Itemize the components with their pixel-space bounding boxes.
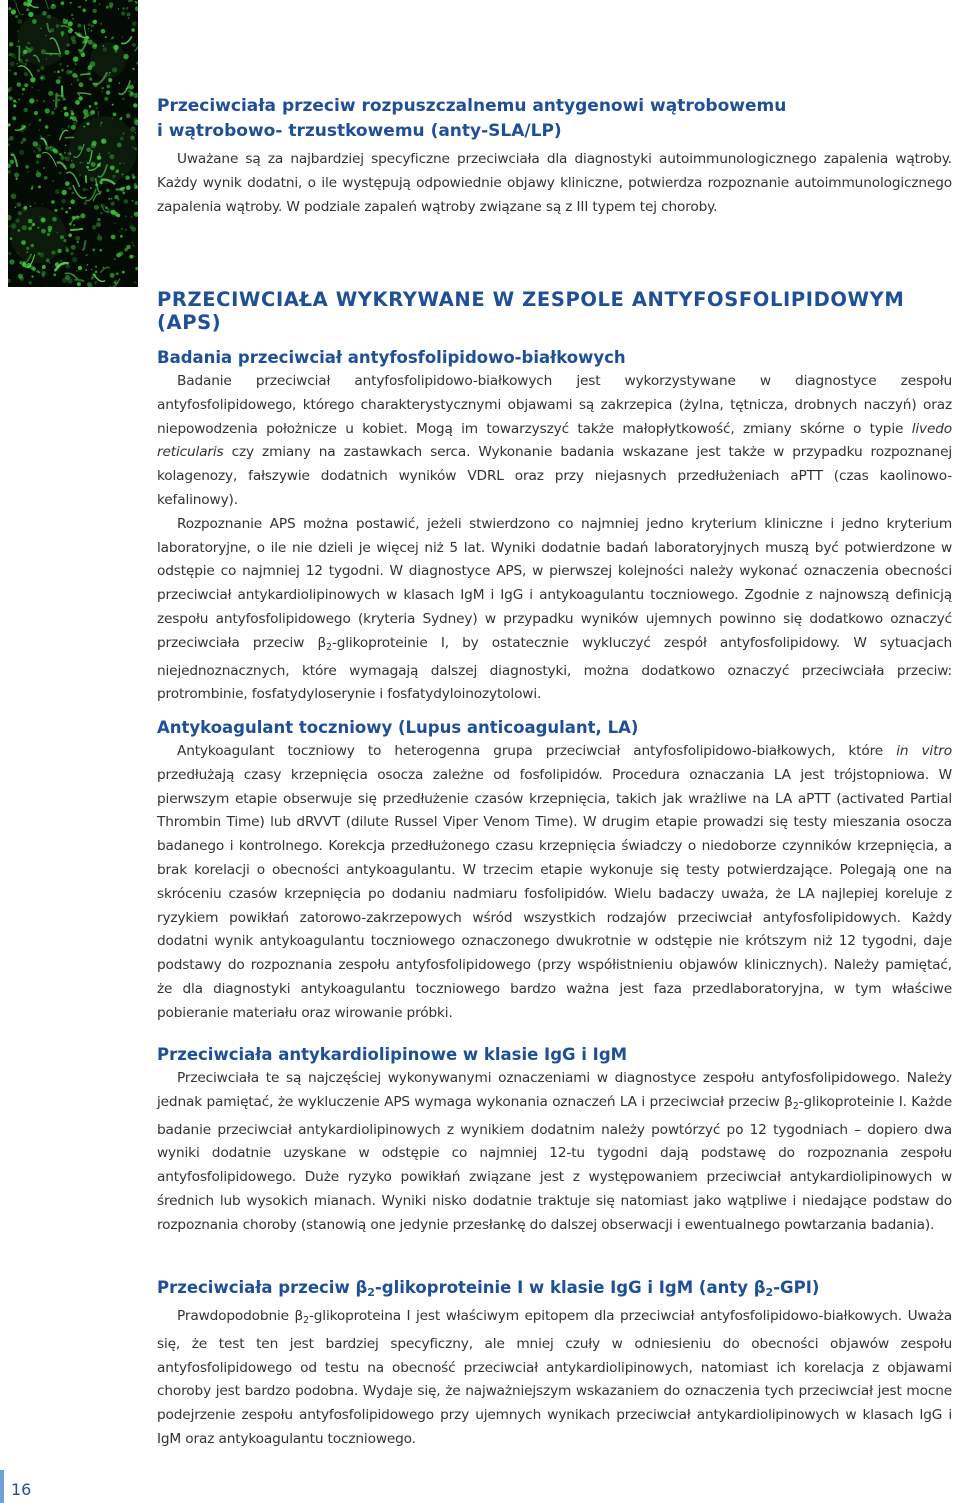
subsection-heading (157, 1276, 952, 1305)
heading-run: Przeciwciała przeciw β (157, 1278, 368, 1297)
heading-line-1: Przeciwciała przeciw rozpuszczalnemu antygenowi wątrobowemu (157, 96, 787, 116)
text-run: przedłużają czasy krzepnięcia osocza zależne od fosfolipidów. Procedura oznaczania LA jest trójstopniowa. W pierwszym etapie obserwuje się przedłużenie czasów krzepnięcia, takich jak wrażliwe na LA aPTT (activated Partial Thrombin Time) lub dRVVT (dilute Russel Viper Venom Time). W drugim etapie prowadzi się testy mieszania osocza badanego i kontrolnego. Korekcja przedłużonego czasu krzepnięcia świadczy o niedoborze czynników krzepnięcia, a brak korelacji o obecności antykoagulantu. W trzecim etapie wykonuje się testy potwierdzające. Polegają one na skróceniu czasów krzepnięcia po dodaniu nadmiaru fosfolipidów. Wielu badaczy uważa, że LA najlepiej koreluje z ryzykiem powikłań zatorowo-zakrzepowych wśród wszystkich rodzajów przeciwciał antyfosfolipidowych. Każdy dodatni wynik antykoagulantu toczniowego oznaczonego dwukrotnie w odstępie nie krótszym niż 12 tygodni, daje podstawy do rozpoznania zespołu antyfosfolipidowego (przy współistnieniu objawów klinicznych). Należy pamiętać, że dla diagnostyki antykoagulantu toczniowego bardzo ważna jest faza przedlaboratoryjna, w tym właściwe pobieranie materiału oraz wirowanie próbki. (157, 766, 952, 1021)
heading-line-2: i wątrobowo- trzustkowemu (anty-SLA/LP) (157, 121, 562, 141)
subsection-heading: Badania przeciwciał antyfosfolipidowo-białkowych (157, 348, 626, 367)
section-heading-anti-sla-lp (157, 94, 797, 144)
subscript: 2 (765, 1286, 774, 1299)
text-run: -glikoproteinie I, by ostatecznie wykluczyć zespół antyfosfolipidowy. W sytuacjach niejednoznacznych, które wymagają dalszej diagnostyki, można dodatkowo oznaczyć przeciwciała przeciw: protrombinie, fosfatydyloserynie i fosfatydyloinozytolowi. (157, 634, 952, 703)
subscript: 2 (792, 1100, 799, 1112)
b2gpi-section (157, 1276, 952, 1452)
text-run: Przeciwciała te są najczęściej wykonywanymi oznaczeniami w diagnostyce zespołu antyfosfolipidowego. Należy jednak pamiętać, że wykluczenie APS wymaga wykonania oznaczeń LA i przeciwciał przeciw β (157, 1070, 952, 1110)
page-edge-rule (0, 1470, 4, 1503)
paragraph (157, 1067, 952, 1238)
subsection-heading: Antykoagulant toczniowy (Lupus anticoagulant, LA) (157, 718, 639, 737)
la-section (157, 716, 952, 1026)
text-run: czy zmiany na zastawkach serca. Wykonanie badania wskazane jest także w przypadku rozpoznanej kolagenozy, fałszywie dodatnich wyników VDRL oraz przy niejasnych przedłużeniach aPTT (czas kaolinowo-kefalinowy). (157, 444, 952, 508)
microscopy-image (8, 0, 138, 287)
text-run: Prawdopodobnie β (177, 1308, 304, 1324)
paragraph (157, 513, 952, 707)
aps-section (157, 346, 952, 707)
acl-section (157, 1043, 952, 1238)
paragraph (157, 740, 952, 1026)
subscript: 2 (303, 1315, 309, 1326)
subscript: 2 (367, 1286, 375, 1299)
italic-term: livedo reticularis (157, 420, 952, 461)
text-run: Badanie przeciwciał antyfosfolipidowo-białkowych jest wykorzystywane w diagnostyce zespołu antyfosfolipidowego, którego charakterystycznymi objawami są zakrzepica (żylna, tętnicza, drobnych naczyń) oraz niepowodzenia położnicze u kobiet. Mogą im towarzyszyć także małopłytkowość, zmiany skórne o typie (157, 373, 952, 437)
paragraph (157, 370, 952, 513)
page-number: 16 (11, 1480, 32, 1499)
subscript: 2 (326, 641, 332, 653)
paragraph (157, 1305, 952, 1452)
italic-term: in vitro (896, 743, 953, 759)
paragraph: Uważane są za najbardziej specyficzne przeciwciała dla diagnostyki autoimmunologicznego zapalenia wątroby. Każdy wynik dodatni, o ile występują odpowiednie objawy kliniczne, potwierdza rozpoznanie autoimmunologicznego zapalenia wątroby. W podziale zapaleń wątroby związane są z III typem tej choroby. (157, 151, 952, 215)
heading-run: -GPI) (773, 1278, 820, 1297)
main-section-title: PRZECIWCIAŁA WYKRYWANE W ZESPOLE ANTYFOSFOLIPIDOWYM (APS) (157, 288, 905, 334)
text-run: -glikoproteinie I. Każde badanie przeciwciał antykardiolipinowych z wynikiem dodatnim należy powtórzyć po 12 tygodniach – dopiero dwa wyniki dodatnie uzyskane w odstępie co najmniej 12-tu tygodni dają podstawę do rozpoznania zespołu antyfosfolipidowego. Duże ryzyko powikłań związane jest z występowaniem przeciwciał antykardiolipinowych w średnich lub wysokich mianach. Wyniki nisko dodatnie traktuje się natomiast jako wątpliwe i niedające podstaw do rozpoznania choroby (stanowią one jedynie przesłankę do dalszej obserwacji i ewentualnego powtarzania badania). (157, 1093, 952, 1233)
heading-run: -glikoproteinie I w klasie IgG i IgM (anty β (374, 1278, 766, 1297)
text-run: Rozpoznanie APS można postawić, jeżeli stwierdzono co najmniej jedno kryterium kliniczne i jedno kryterium laboratoryjne, o ile nie dzieli je więcej niż 5 lat. Wyniki dodatnie badań laboratoryjnych muszą być potwierdzone w odstępie co najmniej 12 tygodni. W diagnostyce APS, w pierwszej kolejności należy wykonać oznaczenia obecności przeciwciał antykardiolipinowych w klasach IgM i IgG i antykoagulantu toczniowego. Zgodnie z najnowszą definicją zespołu antyfosfolipidowego (kryteria Sydney) w przypadku wyników ujemnych powinno się dodatkowo oznaczyć przeciwciała przeciw β (157, 515, 952, 651)
text-run: -glikoproteina I jest właściwym epitopem dla przeciwciał antyfosfolipidowo-białkowych. Uważa się, że test ten jest bardziej specyficzny, ale mniej czuły w odniesieniu do obecności objawów zespołu antyfosfolipidowego od testu na obecność przeciwciał antykardiolipinowych, natomiast ich korelacja z objawami choroby jest bardzo podobna. Wydaje się, że najważniejszym wskazaniem do oznaczenia tych przeciwciał jest mocne podejrzenie zespołu antyfosfolipidowego przy ujemnych wynikach przeciwciał antykardiolipinowych w klasach IgG i IgM oraz antykoagulantu toczniowego. (157, 1308, 952, 1447)
text-run: Antykoagulant toczniowy to heterogenna grupa przeciwciał antyfosfolipidowo-białkowych, które (177, 743, 897, 759)
section-body-anti-sla-lp (157, 148, 952, 219)
subsection-heading: Przeciwciała antykardiolipinowe w klasie IgG i IgM (157, 1045, 628, 1064)
